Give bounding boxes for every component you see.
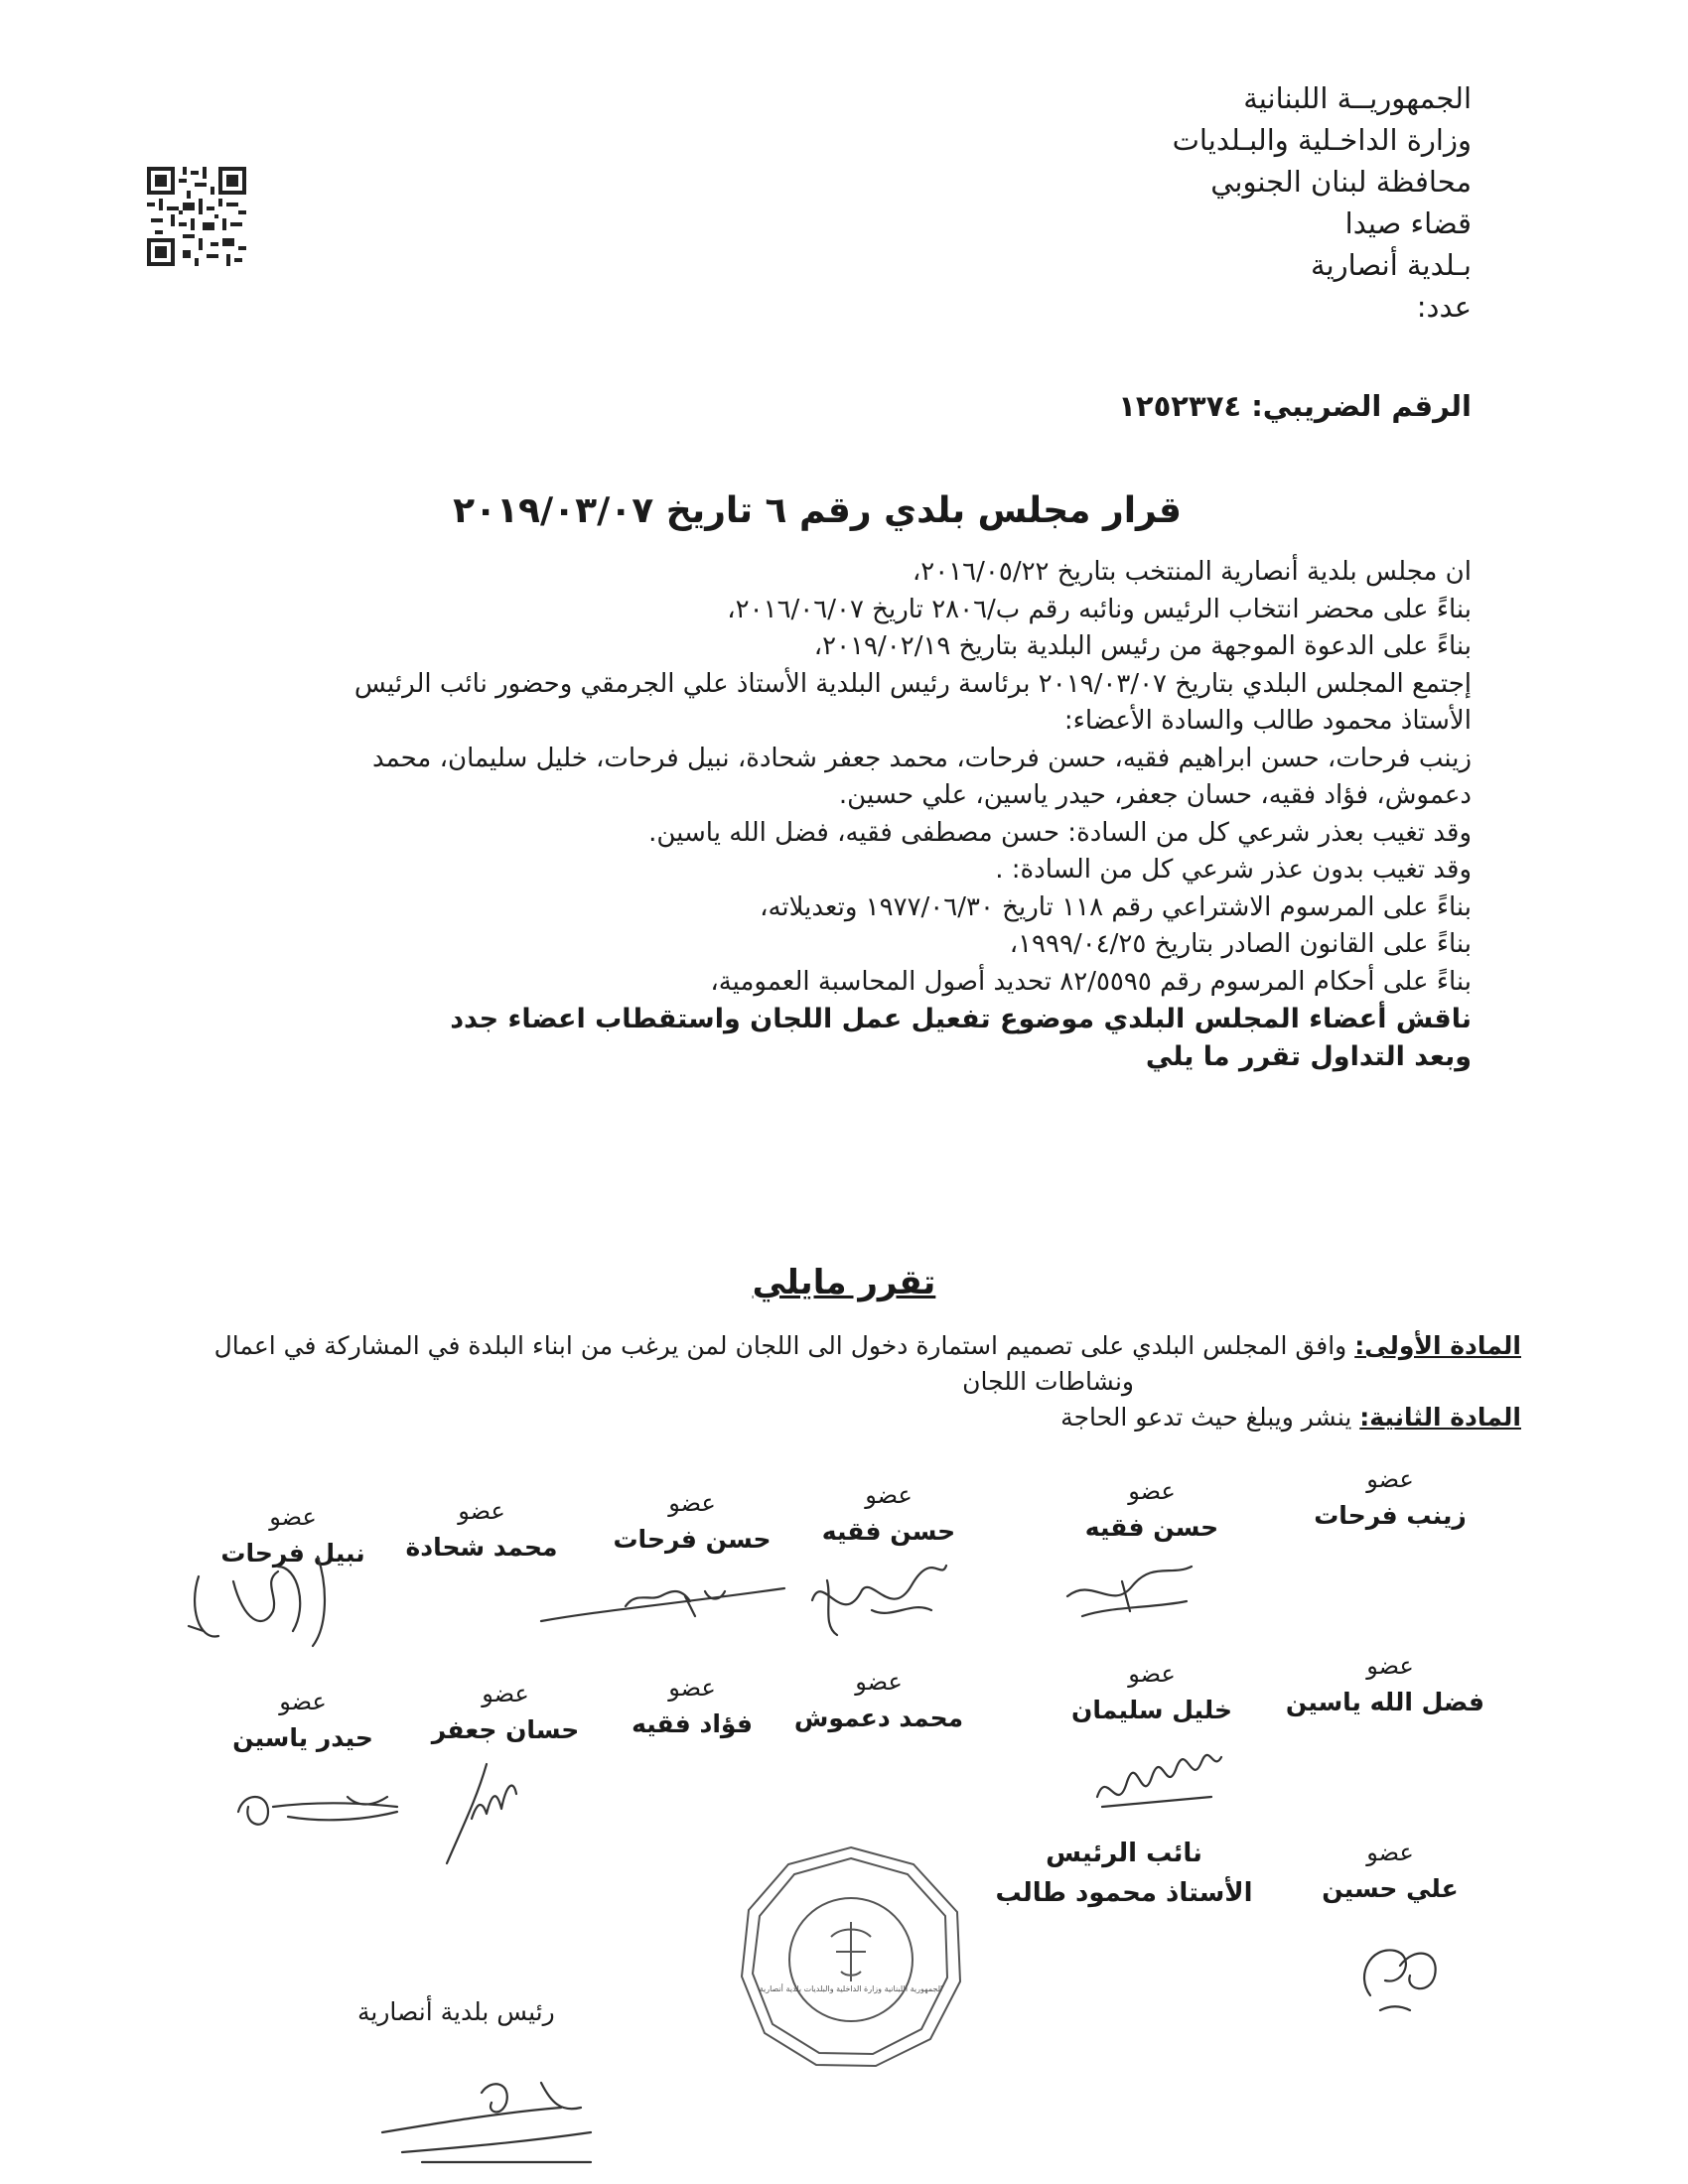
header-number: عدد: (1416, 290, 1472, 324)
signatory-khalil-sleiman (1057, 1660, 1246, 1724)
header-governorate: محافظة لبنان الجنوبي (1210, 165, 1472, 199)
member-name: حسن فقيه (1084, 1513, 1219, 1542)
article-second-text: ينشر ويبلغ حيث تدعو الحاجة (1060, 1403, 1360, 1432)
signatory-hassan-jaafar (411, 1680, 600, 1744)
letterhead (915, 77, 1472, 328)
decides-heading: تقرر مايلي (752, 1263, 936, 1302)
signatory-haidar-yassine (209, 1688, 397, 1752)
member-name: حسن فرحات (613, 1525, 772, 1554)
president-label: رئيس بلدية أنصارية (357, 1997, 555, 2026)
member-role: عضو (1366, 1465, 1414, 1493)
member-role: عضو (279, 1688, 327, 1715)
member-name: حسان جعفر (431, 1715, 580, 1744)
member-name: خليل سليمان (1071, 1696, 1232, 1724)
body-line: بناءً على محضر انتخاب الرئيس ونائبه رقم ب/٢٨٠٦ تاريخ ٢٠١٦/٠٦/٠٧، (727, 594, 1472, 624)
signature-hassan-fakih-2 (802, 1561, 951, 1640)
signatory-ali-hussein (1296, 1839, 1484, 1903)
body-line: دعموش، فؤاد فقيه، حسان جعفر، حيدر ياسين، علي حسين. (838, 780, 1472, 810)
article-first-text: وافق المجلس البلدي على تصميم استمارة دخول الى اللجان لمن يرغب من ابناء البلدة في المشاركة في اعمال (213, 1331, 1355, 1360)
signatory-mohamad-chehadeh (387, 1497, 576, 1562)
member-role: عضو (458, 1497, 505, 1525)
signature-hassan-jaafar (442, 1759, 521, 1868)
articles (211, 1328, 1521, 1435)
signature-hassan-fakih-1 (1062, 1557, 1201, 1626)
deputy-role: نائب الرئيس (1046, 1839, 1202, 1868)
article-first (211, 1328, 1521, 1364)
body-line: بناءً على المرسوم الاشتراعي رقم ١١٨ تاريخ ١٩٧٧/٠٦/٣٠ وتعديلاته، (760, 891, 1472, 922)
member-name: محمد دعموش (793, 1704, 964, 1732)
member-role: عضو (1128, 1477, 1176, 1505)
article-first-continuation: ونشاطات اللجان (962, 1367, 1134, 1396)
body-bold-line: وبعد التداول تقرر ما يلي (1145, 1040, 1472, 1072)
signatory-hassan-fakih-1 (1057, 1477, 1246, 1542)
header-municipality: بـلدية أنصارية (1311, 248, 1472, 282)
member-role: عضو (668, 1674, 716, 1702)
member-name: فضل الله ياسين (1285, 1688, 1484, 1716)
body-line: ان مجلس بلدية أنصارية المنتخب بتاريخ ٢٠١٦/٠٥/٢٢، (912, 557, 1472, 587)
member-role: عضو (855, 1668, 903, 1696)
member-name: زينب فرحات (1314, 1501, 1467, 1530)
body-line: وقد تغيب بعذر شرعي كل من السادة: حسن مصطفى فقيه، فضل الله ياسين. (648, 817, 1472, 848)
signatory-fouad-fakih (598, 1674, 786, 1738)
article-second-label: المادة الثانية: (1359, 1403, 1521, 1432)
member-role: عضو (482, 1680, 529, 1707)
municipality-stamp-icon (737, 1843, 965, 2071)
body-line: بناءً على أحكام المرسوم رقم ٨٢/٥٥٩٥ تحديد أصول المحاسبة العمومية، (710, 966, 1472, 997)
signature-haidar-yassine (228, 1777, 407, 1837)
member-role: عضو (865, 1481, 913, 1509)
body-line: الأستاذ محمود طالب والسادة الأعضاء: (1063, 706, 1472, 736)
body-bold-line: ناقش أعضاء المجلس البلدي موضوع تفعيل عمل اللجان واستقطاب اعضاء جدد (450, 1004, 1472, 1034)
body-line: بناءً على القانون الصادر بتاريخ ١٩٩٩/٠٤/٢٥، (1009, 929, 1472, 959)
deputy-president-block (995, 1839, 1253, 1908)
signatory-hassan-farhat (598, 1489, 786, 1554)
signature-nabil-farhat (179, 1547, 348, 1656)
body-line: إجتمع المجلس البلدي بتاريخ ٢٠١٩/٠٣/٠٧ برئاسة رئيس البلدية الأستاذ علي الجرمقي وحضور نائب الرئيس (353, 668, 1472, 699)
member-name: حسن فقيه (821, 1517, 956, 1546)
body-line: وقد تغيب بدون عذر شرعي كل من السادة: . (995, 855, 1472, 885)
member-name: فؤاد فقيه (632, 1709, 753, 1738)
signatory-hassan-fakih-2 (794, 1481, 983, 1546)
member-name: نبيل فرحات (220, 1539, 365, 1568)
member-role: عضو (1366, 1839, 1414, 1866)
deputy-name: الأستاذ محمود طالب (995, 1878, 1253, 1908)
signatory-fadlallah-yassine (1285, 1652, 1484, 1716)
body-line: زينب فرحات، حسن ابراهيم فقيه، حسن فرحات، محمد جعفر شحادة، نبيل فرحات، خليل سليمان، محمد (371, 743, 1472, 773)
article-first-label: المادة الأولى: (1354, 1331, 1521, 1360)
body-line: بناءً على الدعوة الموجهة من رئيس البلدية بتاريخ ٢٠١٩/٠٢/١٩، (813, 631, 1472, 661)
member-role: عضو (1366, 1652, 1414, 1680)
member-role: عضو (668, 1489, 716, 1517)
signature-ali-hussein (1350, 1926, 1450, 2015)
qr-code-icon (147, 167, 246, 266)
decision-body (220, 554, 1472, 1075)
signature-hassan-farhat (536, 1567, 794, 1636)
header-ministry: وزارة الداخـلية والبـلديات (1172, 123, 1472, 157)
member-role: عضو (1128, 1660, 1176, 1688)
signatory-mohamad-damoush (784, 1668, 973, 1732)
signature-president (362, 2063, 621, 2172)
member-role: عضو (269, 1503, 317, 1531)
article-second (211, 1400, 1521, 1435)
member-name: محمد شحادة (405, 1533, 558, 1562)
member-name: علي حسين (1322, 1874, 1459, 1903)
header-republic: الجمهوريــة اللبنانية (1243, 81, 1472, 115)
member-name: حيدر ياسين (232, 1723, 373, 1752)
signature-khalil-sleiman (1092, 1747, 1231, 1817)
decision-title: قرار مجلس بلدي رقم ٦ تاريخ ٢٠١٩/٠٣/٠٧ (453, 490, 1182, 531)
tax-number: الرقم الضريبي: ١٢٥٢٣٧٤ (1118, 389, 1472, 423)
svg-text:الجمهورية اللبنانية وزارة الدا: الجمهورية اللبنانية وزارة الداخلية والبلديات بلدية أنصارية (759, 1984, 943, 1993)
signatory-zeinab-farhat (1296, 1465, 1484, 1530)
header-district: قضاء صيدا (1344, 206, 1472, 240)
